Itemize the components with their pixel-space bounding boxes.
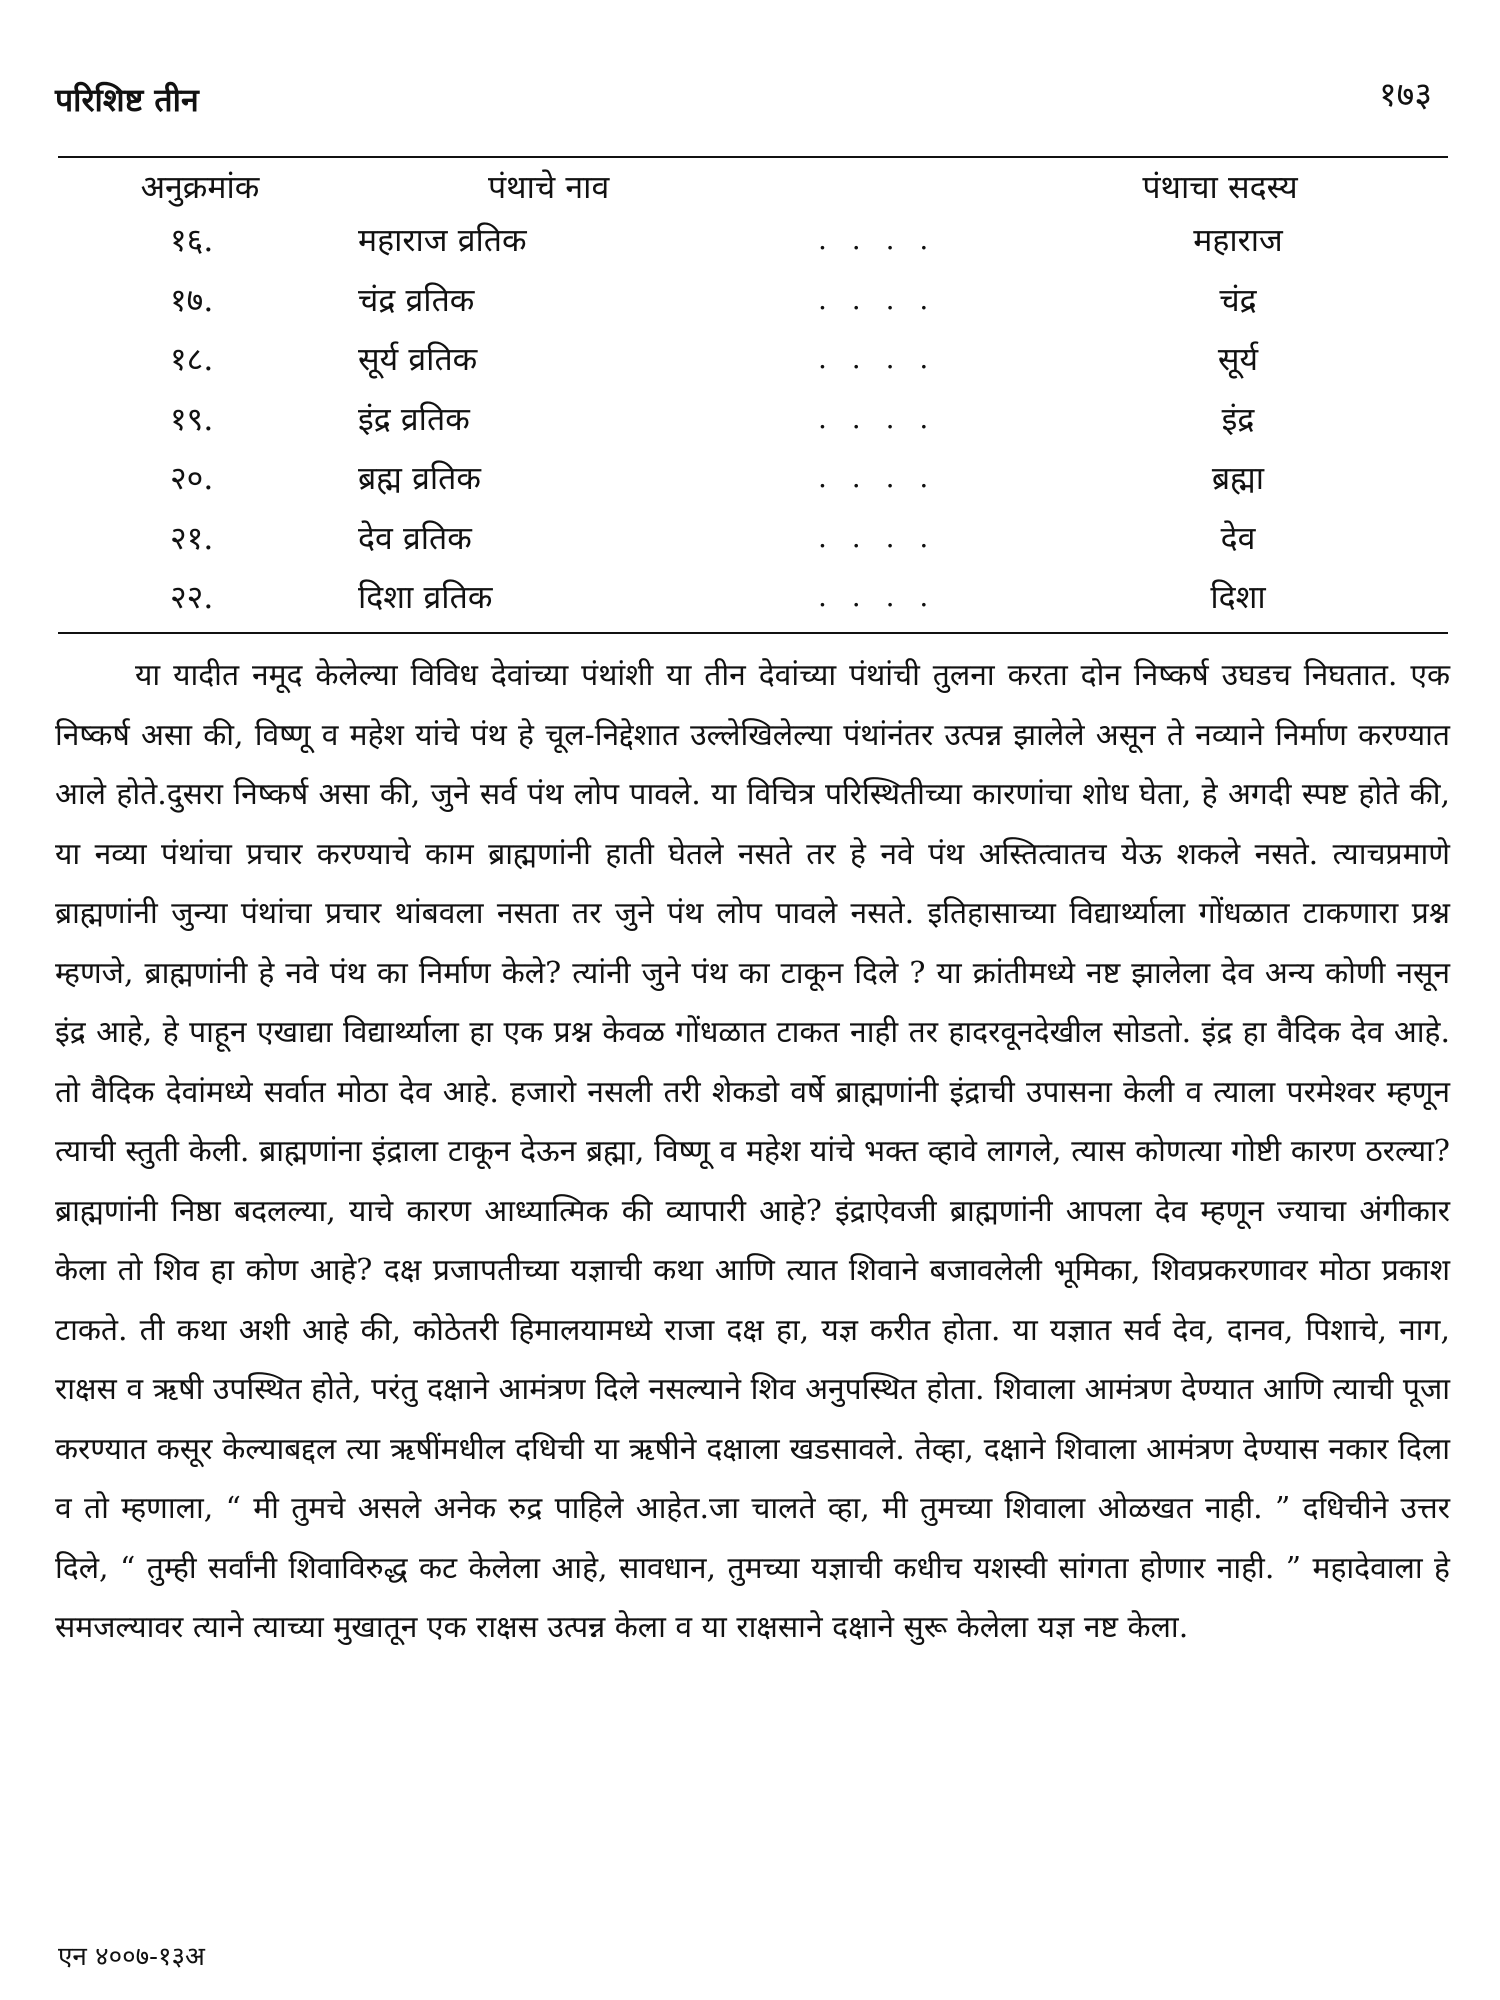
body-text <box>55 646 1450 1658</box>
table-row <box>58 450 1448 510</box>
sect-member: दिशा <box>1210 578 1266 616</box>
sect-member: सूर्य <box>1217 340 1259 378</box>
leader-dots: . . . . <box>818 223 937 256</box>
serial-number: १८. <box>170 340 214 378</box>
sect-name: दिशा व्रतिक <box>358 578 493 616</box>
sect-name: महाराज व्रतिक <box>358 221 527 259</box>
leader-dots: . . . . <box>818 342 937 375</box>
table-row <box>58 391 1448 451</box>
table-row <box>58 569 1448 629</box>
table-bottom-rule <box>58 632 1448 634</box>
column-header-serial: अनुक्रमांक <box>140 168 260 206</box>
page-number: १७३ <box>1378 75 1432 115</box>
leader-dots: . . . . <box>818 580 937 613</box>
table-row <box>58 331 1448 391</box>
leader-dots: . . . . <box>818 520 937 554</box>
sect-member: चंद्र <box>1219 280 1257 319</box>
sect-name: देव व्रतिक <box>358 518 472 557</box>
table-row <box>58 212 1448 272</box>
table-row <box>58 510 1448 570</box>
serial-number: २०. <box>170 459 214 497</box>
sect-name: इंद्र व्रतिक <box>358 399 470 438</box>
running-head: परिशिष्ट तीन <box>55 81 199 119</box>
serial-number: १६. <box>170 221 214 259</box>
table-row <box>58 272 1448 332</box>
column-header-sect-name: पंथाचे नाव <box>488 168 610 206</box>
serial-number: १९. <box>170 399 214 438</box>
leader-dots: . . . . <box>818 401 937 435</box>
sect-member: इंद्र <box>1221 399 1255 438</box>
sect-member: महाराज <box>1193 221 1283 259</box>
sect-name: चंद्र व्रतिक <box>358 280 475 319</box>
leader-dots: . . . . <box>818 461 937 494</box>
serial-number: २२. <box>170 578 214 616</box>
print-code: एन ४००७-१३अ <box>58 1942 205 1972</box>
serial-number: १७. <box>170 280 214 319</box>
sect-table <box>58 212 1448 629</box>
column-header-member: पंथाचा सदस्य <box>1142 168 1298 206</box>
leader-dots: . . . . <box>818 282 937 316</box>
table-top-rule <box>58 156 1448 158</box>
sect-member: देव <box>1220 518 1256 557</box>
serial-number: २१. <box>170 518 214 557</box>
body-paragraph: या यादीत नमूद केलेल्या विविध देवांच्या पंथांशी या तीन देवांच्या पंथांची तुलना करता दोन निष्कर्ष उघडच निघतात. एक निष्कर्ष असा की, विष्णू व महेश यांचे पंथ हे चूल-निद्देशात उल्लेखिलेल्या पंथांनंतर उत्पन्न झालेले असून ते नव्याने निर्माण करण्यात आले होते.दुसरा निष्कर्ष असा की, जुने सर्व पंथ लोप पावले. या विचित्र परिस्थितीच्या कारणांचा शोध घेता, हे अगदी स्पष्ट होते की, या नव्या पंथांचा प्रचार करण्याचे काम ब्राह्मणांनी हाती घेतले नसते तर हे नवे पंथ अस्तित्वातच येऊ शकले नसते. त्याचप्रमाणे ब्राह्मणांनी जुन्या पंथांचा प्रचार थांबवला नसता तर जुने पंथ लोप पावले नसते. इतिहासाच्या विद्यार्थ्याला गोंधळात टाकणारा प्रश्न म्हणजे, ब्राह्मणांनी हे नवे पंथ का निर्माण केले? त्यांनी जुने पंथ का टाकून दिले ? या क्रांतीमध्ये नष्ट झालेला देव अन्य कोणी नसून इंद्र आहे, हे पाहून एखाद्या विद्यार्थ्याला हा एक प्रश्न केवळ गोंधळात टाकत नाही तर हादरवूनदेखील सोडतो. इंद्र हा वैदिक देव आहे. तो वैदिक देवांमध्ये सर्वात मोठा देव आहे. हजारो नसली तरी शेकडो वर्षे ब्राह्मणांनी इंद्राची उपासना केली व त्याला परमेश्वर म्हणून त्याची स्तुती केली. ब्राह्मणांना इंद्राला टाकून देऊन ब्रह्मा, विष्णू व महेश यांचे भक्त व्हावे लागले, त्यास कोणत्या गोष्टी कारण ठरल्या? ब्राह्मणांनी निष्ठा बदलल्या, याचे कारण आध्यात्मिक की व्यापारी आहे? इंद्राऐवजी ब्राह्मणांनी आपला देव म्हणून ज्याचा अंगीकार केला तो शिव हा कोण आहे? दक्ष प्रजापतीच्या यज्ञाची कथा आणि त्यात शिवाने बजावलेली भूमिका, शिवप्रकरणावर मोठा प्रकाश टाकते. ती कथा अशी आहे की, कोठेतरी हिमालयामध्ये राजा दक्ष हा, यज्ञ करीत होता. या यज्ञात सर्व देव, दानव, पिशाचे, नाग, राक्षस व ऋषी उपस्थित होते, परंतु दक्षाने आमंत्रण दिले नसल्याने शिव अनुपस्थित होता. शिवाला आमंत्रण देण्यात आणि त्याची पूजा करण्यात कसूर केल्याबद्दल त्या ऋषींमधील दधिची या ऋषीने दक्षाला खडसावले. तेव्हा, दक्षाने शिवाला आमंत्रण देण्यास नकार दिला व तो म्हणाला, “ मी तुमचे असले अनेक रुद्र पाहिले आहेत.जा चालते व्हा, मी तुमच्या शिवाला ओळखत नाही. ” दधिचीने उत्तर दिले, “ तुम्ही सर्वांनी शिवाविरुद्ध कट केलेला आहे, सावधान, तुमच्या यज्ञाची कधीच यशस्वी सांगता होणार नाही. ” महादेवाला हे समजल्यावर त्याने त्याच्या मुखातून एक राक्षस उत्पन्न केला व या राक्षसाने दक्षाने सुरू केलेला यज्ञ नष्ट केला. <box>55 658 1450 1645</box>
sect-member: ब्रह्मा <box>1211 459 1265 497</box>
sect-name: सूर्य व्रतिक <box>358 340 478 378</box>
sect-name: ब्रह्म व्रतिक <box>358 459 481 497</box>
